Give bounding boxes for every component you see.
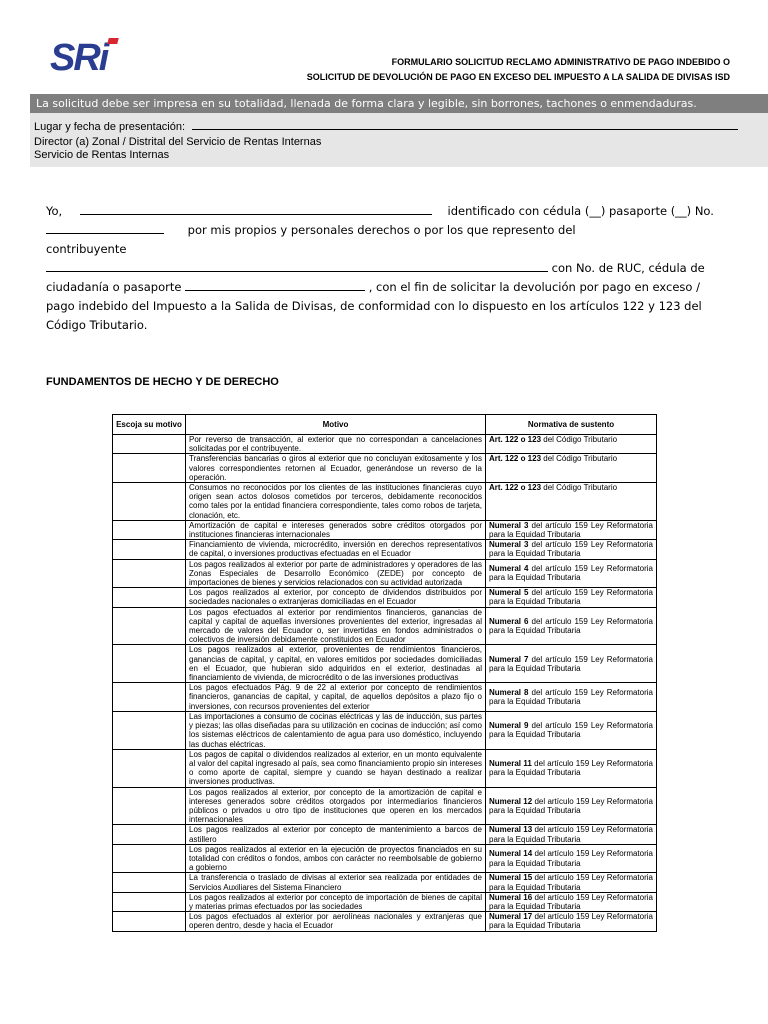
normative-reference: Numeral 16: [489, 892, 533, 902]
normative-text: [486, 607, 657, 645]
choose-motive-cell[interactable]: [113, 588, 186, 607]
ciudadania-text: ciudadanía o pasaporte: [46, 280, 182, 294]
choose-motive-cell[interactable]: [113, 711, 186, 749]
header-normativa: Normativa de sustento: [486, 415, 657, 435]
contribuyente-text: contribuyente: [46, 242, 127, 256]
choose-motive-cell[interactable]: [113, 787, 186, 825]
yo-label: Yo,: [46, 204, 63, 218]
normative-reference: Numeral 14: [489, 849, 533, 859]
motive-text: Los pagos de capital o dividendos realizados al exterior, en un monto equivalente al valor del capital ingresado al país, sea como financiamiento propio sin intereses o como aporte de capital, siempre y cuando se hayan destinado a realizar inversiones productivas.: [186, 749, 486, 787]
normative-description: del Código Tributario: [541, 483, 618, 493]
normative-text: [486, 454, 657, 483]
choose-motive-cell[interactable]: [113, 825, 186, 844]
normative-description: del artículo 159 Ley Reformatoria para la Equidad Tributaria: [489, 687, 653, 707]
normative-description: del artículo 159 Ley Reformatoria para la Equidad Tributaria: [489, 912, 653, 931]
header-motivo: Motivo: [186, 415, 486, 435]
motive-text: Los pagos realizados al exterior por concepto de mantenimiento a barcos de astillero: [186, 825, 486, 844]
por-mis-text: por mis propios y personales derechos o por los que represento del: [187, 223, 576, 237]
choose-motive-cell[interactable]: [113, 873, 186, 892]
motive-text: Consumos no reconocidos por los clientes de las instituciones financieras cuyo origen sean actos dolosos cometidos por terceros, debidamente reconocidos como tales por la entidad financiera correspondiente, tales como robos de tarjeta, clonación, etc.: [186, 483, 486, 521]
codigo-text: Código Tributario.: [46, 318, 148, 332]
normative-text: [486, 559, 657, 588]
normative-description: del artículo 159 Ley Reformatoria para la Equidad Tributaria: [489, 849, 653, 868]
table-row: [113, 787, 657, 825]
motive-text: Amortización de capital e intereses generados sobre créditos otorgados por instituciones financieras internacionales: [186, 520, 486, 539]
header-escoja: Escoja su motivo: [113, 415, 186, 435]
declaration-line5: [46, 278, 768, 297]
form-title-line1: FORMULARIO SOLICITUD RECLAMO ADMINISTRATIVO DE PAGO INDEBIDO O: [391, 57, 730, 67]
logo-accent: [107, 38, 119, 44]
normative-description: del artículo 159 Ley Reformatoria para la Equidad Tributaria: [489, 616, 653, 636]
table-row: [113, 559, 657, 588]
motive-text: Los pagos realizados al exterior por parte de administradores y operadores de las Zonas Especiales de Desarrollo Económico (ZEDE) por concepto de importaciones de bienes y servicios relacionados con su actividad autorizada: [186, 559, 486, 588]
normative-reference: Art. 122 o 123: [489, 483, 542, 493]
normative-text: [486, 711, 657, 749]
normative-text: [486, 520, 657, 539]
choose-motive-cell[interactable]: [113, 892, 186, 911]
logo-text: SRi: [50, 37, 108, 79]
normative-text: [486, 683, 657, 712]
normative-description: del artículo 159 Ley Reformatoria para la Equidad Tributaria: [489, 796, 653, 815]
motive-text: Los pagos efectuados Pág. 9 de 22 al exterior por concepto de rendimientos financieros, ganancias de capital, y capital, de aquellos depósitos a plazo fijo o inversiones, con recursos provenientes del exterior: [186, 683, 486, 712]
normative-reference: Numeral 9: [489, 721, 529, 731]
choose-motive-cell[interactable]: [113, 454, 186, 483]
normative-description: del artículo 159 Ley Reformatoria para la Equidad Tributaria: [489, 564, 653, 583]
declaration-line1: [46, 202, 768, 221]
motive-text: Transferencias bancarias o giros al exterior que no concluyan exitosamente y los valores correspondientes retornen al Ecuador, generándose un reverso de la operación.: [186, 454, 486, 483]
choose-motive-cell[interactable]: [113, 483, 186, 521]
section-title: FUNDAMENTOS DE HECHO Y DE DERECHO: [46, 376, 279, 388]
normative-text: [486, 873, 657, 892]
normative-description: del artículo 159 Ley Reformatoria para la Equidad Tributaria: [489, 825, 653, 844]
table-row: [113, 454, 657, 483]
normative-text: [486, 892, 657, 911]
normative-description: del artículo 159 Ley Reformatoria para la Equidad Tributaria: [489, 873, 653, 892]
table-row: [113, 912, 657, 931]
normative-reference: Numeral 3: [489, 540, 529, 550]
contribuyente-field[interactable]: [46, 271, 548, 272]
normative-description: del Código Tributario: [541, 435, 618, 444]
normative-reference: Art. 122 o 123: [489, 454, 542, 464]
normative-reference: Numeral 4: [489, 564, 529, 574]
choose-motive-cell[interactable]: [113, 520, 186, 539]
normative-text: [486, 588, 657, 607]
normative-reference: Numeral 17: [489, 912, 533, 922]
normative-text: [486, 749, 657, 787]
normative-description: del artículo 159 Ley Reformatoria para la Equidad Tributaria: [489, 758, 653, 778]
lugar-row: [34, 121, 764, 134]
table-row: [113, 435, 657, 454]
identificado-text: identificado con cédula (__) pasaporte (__) No.: [447, 204, 714, 218]
normative-description: del artículo 159 Ley Reformatoria para la Equidad Tributaria: [489, 540, 653, 559]
table-row: [113, 520, 657, 539]
normative-reference: Numeral 3: [489, 520, 529, 530]
normative-reference: Numeral 7: [489, 654, 529, 664]
normative-description: del artículo 159 Ley Reformatoria para la Equidad Tributaria: [489, 654, 653, 673]
motivos-table: [112, 414, 657, 932]
motive-text: Los pagos realizados al exterior, por concepto de dividendos distribuidos por sociedades nacionales o extranjeras domiciliadas en el Ecuador: [186, 588, 486, 607]
servicio-text: Servicio de Rentas Internas: [34, 149, 170, 161]
document-number-field[interactable]: [46, 233, 164, 234]
motive-text: Las importaciones a consumo de cocinas eléctricas y las de inducción, sus partes y piezas; las ollas diseñadas para su utilización en cocinas de inducción; así como los sistemas eléctricos de calentamiento de agua para uso doméstico, incluyendo las duchas eléctricas.: [186, 711, 486, 749]
declaration-line2: [46, 221, 768, 240]
table-row: [113, 645, 657, 683]
con-no-text: con No. de RUC, cédula de: [551, 261, 705, 275]
choose-motive-cell[interactable]: [113, 540, 186, 559]
normative-description: del artículo 159 Ley Reformatoria para la Equidad Tributaria: [489, 520, 653, 540]
normative-reference: Numeral 12: [489, 796, 533, 806]
table-row: [113, 711, 657, 749]
choose-motive-cell[interactable]: [113, 844, 186, 873]
table-row: [113, 607, 657, 645]
normative-text: [486, 912, 657, 931]
motive-text: Los pagos realizados al exterior, provenientes de rendimientos financieros, ganancias de capital, y capital, en valores emitidos por sociedades domiciliadas en el Ecuador, que hubieran sido adquiridos en el exterior, destinadas al financiamiento de vivienda, de microcrédito o de las inversiones productivas: [186, 645, 486, 683]
pago-text: pago indebido del Impuesto a la Salida de Divisas, de conformidad con lo dispuesto en los artículos 122 y 123 del: [46, 299, 702, 313]
motive-text: Los pagos efectuados al exterior por rendimientos financieros, ganancias de capital y capital de aquellas inversiones provenientes del exterior, ingresadas al mercado de valores del Ecuador o, ser invertidas en fondos administrados o colectivos de inversión debidamente constituidos en Ecuador: [186, 607, 486, 645]
table-row: [113, 825, 657, 844]
choose-motive-cell[interactable]: [113, 645, 186, 683]
normative-text: [486, 825, 657, 844]
normative-description: del artículo 159 Ley Reformatoria para la Equidad Tributaria: [489, 892, 653, 911]
choose-motive-cell[interactable]: [113, 912, 186, 931]
motive-text: Los pagos efectuados al exterior por aerolíneas nacionales y extranjeras que operen dentro, desde y hacia el Ecuador: [186, 912, 486, 931]
motive-text: Financiamiento de vivienda, microcrédito, inversión en derechos representativos de capital, o inversiones productivas efectuadas en el Ecuador: [186, 540, 486, 559]
normative-text: [486, 844, 657, 873]
normative-reference: Numeral 8: [489, 687, 529, 697]
choose-motive-cell[interactable]: [113, 683, 186, 712]
table-row: [113, 749, 657, 787]
normative-reference: Numeral 15: [489, 873, 533, 883]
table-row: [113, 540, 657, 559]
motive-text: Los pagos realizados al exterior por concepto de importación de bienes de capital y materias primas efectuados por las sociedades: [186, 892, 486, 911]
instructions-banner: La solicitud debe ser impresa en su totalidad, llenada de forma clara y legible, sin borrones, tachones o enmendaduras.: [30, 94, 768, 113]
lugar-label: Lugar y fecha de presentación:: [34, 121, 186, 133]
director-text: Director (a) Zonal / Distrital del Servicio de Rentas Internas: [34, 136, 322, 148]
motive-text: Los pagos realizados al exterior, por concepto de la amortización de capital e intereses generados sobre créditos otorgados por intermediarios financieros públicos o privados u otro tipo de instituciones que operen en los mercados internacionales: [186, 787, 486, 825]
normative-reference: Numeral 6: [489, 616, 529, 626]
choose-motive-cell[interactable]: [113, 749, 186, 787]
table-header-row: [113, 415, 657, 435]
table-row: [113, 844, 657, 873]
motive-text: Los pagos realizados al exterior en la ejecución de proyectos financiados en su totalidad con créditos o fondos, ambos con carácter no reembolsable de gobierno a gobierno: [186, 844, 486, 873]
declaration-line4: [46, 259, 768, 278]
name-field[interactable]: [80, 214, 432, 215]
normative-text: [486, 645, 657, 683]
presentation-box: [30, 113, 768, 167]
normative-reference: Numeral 5: [489, 588, 529, 598]
table-row: [113, 588, 657, 607]
normative-reference: Art. 122 o 123: [489, 435, 542, 444]
table-row: [113, 483, 657, 521]
table-row: [113, 892, 657, 911]
normative-text: [486, 483, 657, 521]
normative-text: [486, 435, 657, 454]
con-el-fin-text: , con el fin de solicitar la devolución por pago en exceso /: [368, 280, 700, 294]
lugar-field[interactable]: [192, 129, 738, 130]
table-row: [113, 683, 657, 712]
normative-reference: Numeral 13: [489, 825, 533, 835]
sri-logo: [50, 37, 122, 79]
normative-description: del artículo 159 Ley Reformatoria para la Equidad Tributaria: [489, 721, 653, 740]
choose-motive-cell[interactable]: [113, 559, 186, 588]
normative-text: [486, 540, 657, 559]
normative-description: del artículo 159 Ley Reformatoria para la Equidad Tributaria: [489, 588, 653, 607]
normative-text: [486, 787, 657, 825]
normative-description: del Código Tributario: [541, 454, 618, 464]
table-row: [113, 873, 657, 892]
normative-reference: Numeral 11: [489, 758, 532, 768]
ruc-field[interactable]: [185, 290, 365, 291]
form-title-line2: SOLICITUD DE DEVOLUCIÓN DE PAGO EN EXCESO DEL IMPUESTO A LA SALIDA DE DIVISAS ISD: [306, 72, 730, 82]
choose-motive-cell[interactable]: [113, 435, 186, 454]
motive-text: Por reverso de transacción, al exterior que no correspondan a cancelaciones solicitadas por el contribuyente.: [186, 435, 486, 454]
choose-motive-cell[interactable]: [113, 607, 186, 645]
motive-text: La transferencia o traslado de divisas al exterior sea realizada por entidades de Servicios Auxiliares del Sistema Financiero: [186, 873, 486, 892]
form-title: [307, 55, 730, 85]
